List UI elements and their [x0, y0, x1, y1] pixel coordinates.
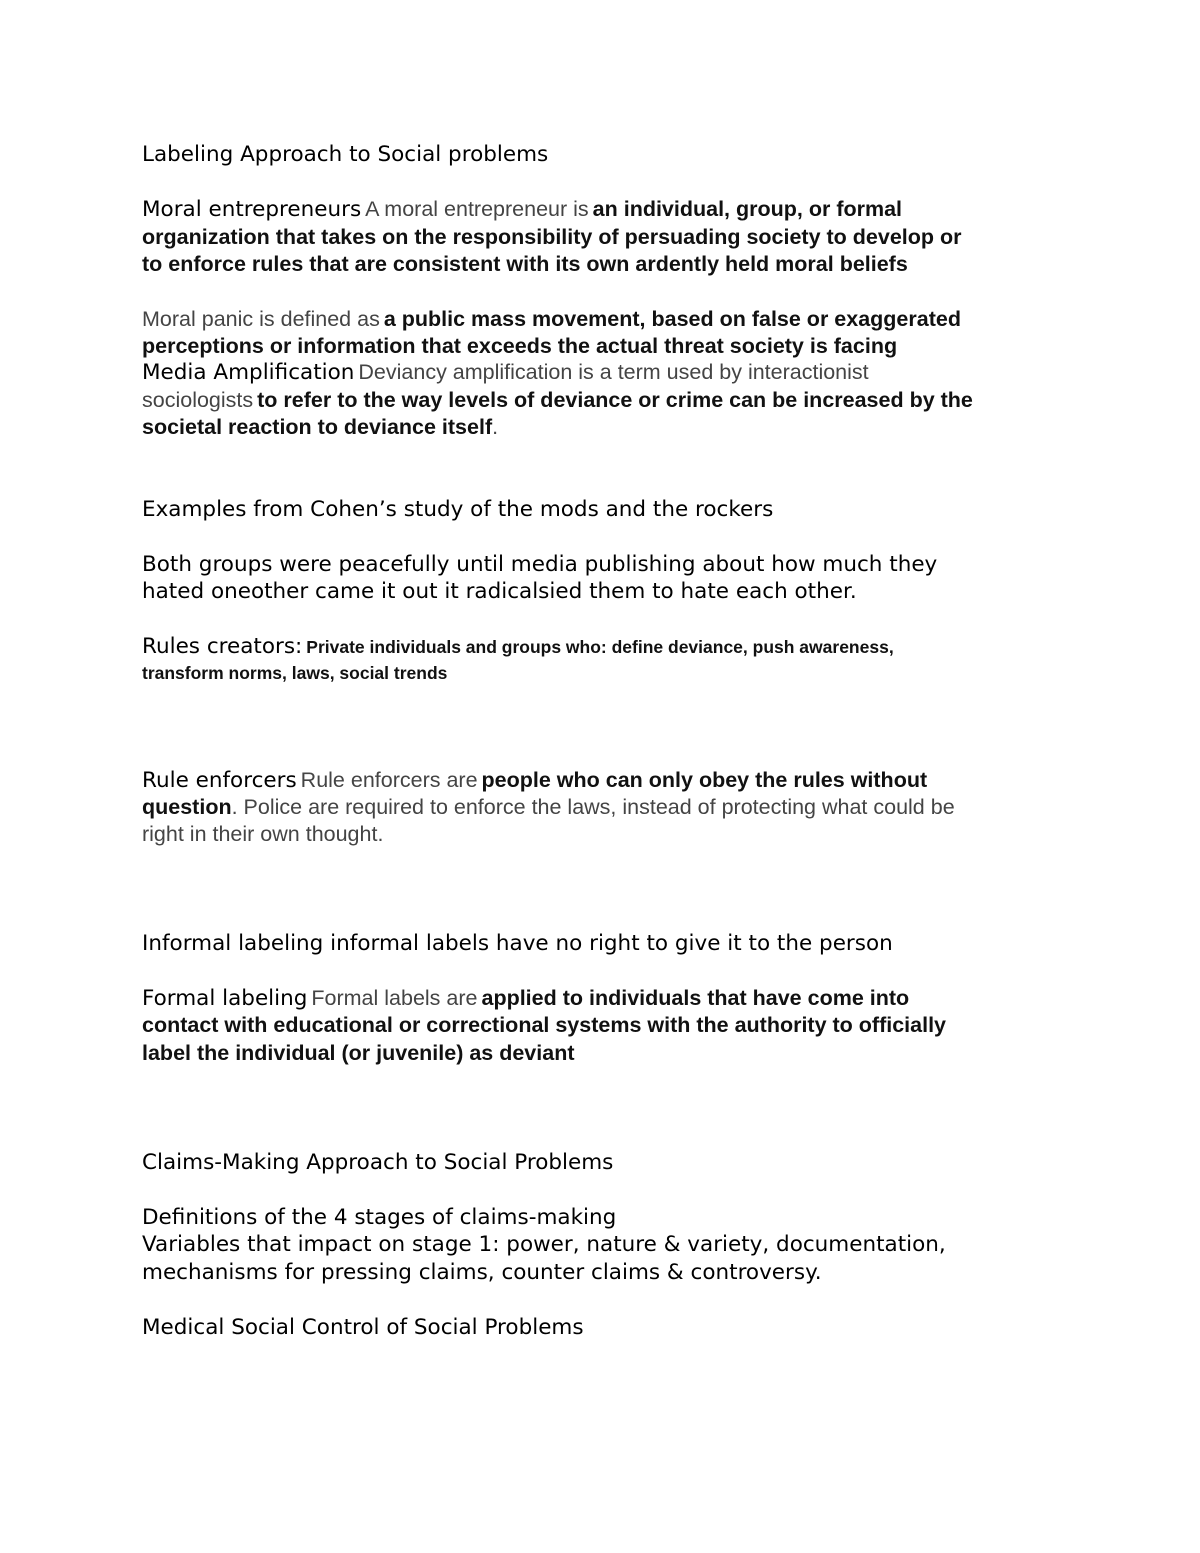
term-media-amplification: Media Amplification: [142, 360, 355, 385]
term-rule-enforcers: Rule enforcers: [142, 768, 297, 793]
moral-panic-line-2: perceptions or information that exceeds the actual threat society is facing: [142, 334, 898, 358]
moral-panic-line-1: [142, 307, 961, 332]
moral-panic-intro: Moral panic is defined as: [142, 307, 380, 331]
cohen-heading: Examples from Cohen’s study of the mods and the rockers: [142, 497, 774, 522]
rules-creators-definition: Private individuals and groups who: define deviance, push awareness,: [306, 637, 894, 657]
media-amplification-intro-2: sociologists: [142, 388, 254, 412]
moral-entrepreneurs-line-1: [142, 197, 902, 222]
rule-enforcers-line-3: right in their own thought.: [142, 822, 384, 846]
rule-enforcers-line-2: [142, 795, 955, 820]
moral-entrepreneurs-definition: an individual, group, or formal: [592, 197, 903, 221]
rule-enforcers-definition-2: question: [142, 795, 232, 819]
claims-stages-line: Definitions of the 4 stages of claims-making: [142, 1205, 617, 1230]
media-amplification-period: .: [492, 415, 499, 439]
rules-creators-line-2: transform norms, laws, social trends: [142, 663, 448, 683]
rule-enforcers-intro: Rule enforcers are: [300, 768, 478, 792]
formal-labeling-intro: Formal labels are: [311, 986, 478, 1010]
formal-labeling-line-2: contact with educational or correctional systems with the authority to officially: [142, 1013, 947, 1037]
formal-labeling-line-1: [142, 986, 909, 1011]
moral-entrepreneurs-intro: A moral entrepreneur is: [365, 197, 589, 221]
formal-labeling-definition: applied to individuals that have come into: [481, 986, 910, 1010]
rule-enforcers-line-1: [142, 768, 927, 793]
media-amplification-line-1: [142, 360, 869, 385]
media-amplification-line-2: [142, 388, 973, 413]
claims-variables-line-1: Variables that impact on stage 1: power, nature & variety, documentation,: [142, 1232, 946, 1257]
cohen-body-line-1: Both groups were peacefully until media publishing about how much they: [142, 552, 938, 577]
term-formal-labeling: Formal labeling: [142, 986, 308, 1011]
moral-panic-definition: a public mass movement, based on false or exaggerated: [383, 307, 961, 331]
moral-entrepreneurs-line-2: organization that takes on the responsibility of persuading society to develop or: [142, 225, 962, 249]
claims-variables-line-2: mechanisms for pressing claims, counter claims & controversy.: [142, 1260, 822, 1285]
media-amplification-intro: Deviancy amplification is a term used by interactionist: [358, 360, 869, 384]
informal-labeling-line: Informal labeling informal labels have no right to give it to the person: [142, 931, 893, 956]
section-title-labeling: Labeling Approach to Social problems: [142, 142, 549, 167]
section-title-medical: Medical Social Control of Social Problems: [142, 1315, 584, 1340]
moral-entrepreneurs-line-3: to enforce rules that are consistent with its own ardently held moral beliefs: [142, 252, 908, 276]
rule-enforcers-rest: . Police are required to enforce the laws, instead of protecting what could be: [231, 795, 955, 819]
rules-creators-line-1: [142, 634, 894, 659]
formal-labeling-line-3: label the individual (or juvenile) as deviant: [142, 1041, 575, 1065]
term-moral-entrepreneurs: Moral entrepreneurs: [142, 197, 362, 222]
term-rules-creators: Rules creators:: [142, 634, 303, 659]
rule-enforcers-definition: people who can only obey the rules without: [481, 768, 928, 792]
media-amplification-definition: to refer to the way levels of deviance or crime can be increased by the: [257, 388, 973, 412]
media-amplification-line-3: [142, 415, 498, 440]
media-amplification-definition-2: societal reaction to deviance itself: [142, 415, 493, 439]
cohen-body-line-2: hated oneother came it out it radicalsied them to hate each other.: [142, 579, 857, 604]
section-title-claims-making: Claims-Making Approach to Social Problems: [142, 1150, 614, 1175]
